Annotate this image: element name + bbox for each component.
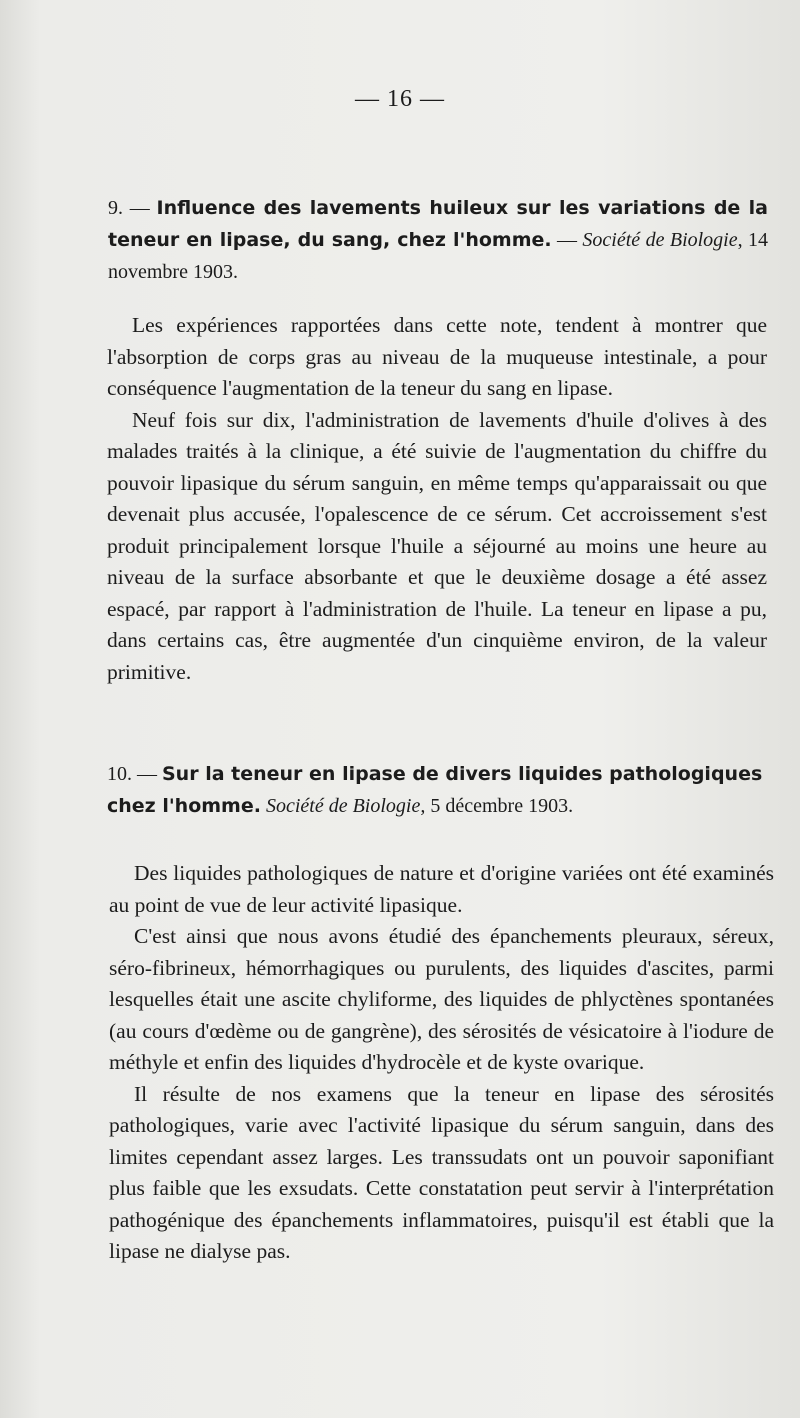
entry-9-venue: Société de Biologie (582, 229, 738, 251)
entry-10-body (109, 858, 774, 1268)
entry-9-number: 9. — (108, 197, 150, 219)
entry-10-paragraph-2: C'est ainsi que nous avons étudié des épanchements pleuraux, séreux, séro-fibrineux, hémorrhagiques ou purulents, des liquides d'ascites, parmi lesquelles était une ascite chyliforme, des liquides de phlyctènes spontanées (au cours d'œdème ou de gangrène), des sérosités de vésicatoire à l'iodure de méthyle et enfin des liquides d'hydrocèle et de kyste ovarique. (109, 924, 774, 1074)
entry-10-number: 10. — (107, 763, 157, 785)
entry-9-paragraph-2: Neuf fois sur dix, l'administration de lavements d'huile d'olives à des malades traités à la clinique, a été suivie de l'augmentation du chiffre du pouvoir lipasique du sérum sanguin, en même temps qu'apparaissait ou que devenait plus accusée, l'opalescence de ce sérum. Cet accroissement s'est produit principalement lorsque l'huile a séjourné au moins une heure au niveau de la surface absorbante et que le deuxième dosage a été assez espacé, par rapport à l'administration de l'huile. La teneur en lipase a pu, dans certains cas, être augmentée d'un cinquième environ, de la valeur primitive. (107, 407, 767, 684)
entry-9-date: , 14 novembre 1903. (108, 229, 769, 283)
entry-9-title: Influence des lavements huileux sur les variations de la teneur en lipase, du sang, chez l'homme. (108, 197, 769, 251)
page-number: — 16 — (355, 86, 445, 112)
entry-10-venue: Société de Biologie, (265, 795, 426, 817)
entry-9-paragraph-1: Les expériences rapportées dans cette note, tendent à montrer que l'absorption de corps gras au niveau de la muqueuse intestinale, a pour conséquence l'augmentation de la teneur du sang en lipase. (107, 313, 767, 400)
entry-10-heading (107, 758, 782, 822)
entry-9-heading (108, 192, 768, 288)
entry-10-paragraph-3: Il résulte de nos examens que la teneur en lipase des sérosités pathologiques, varie avec l'activité lipasique du sérum sanguin, dans des limites cependant assez larges. Les transsudats ont un pouvoir saponifiant plus faible que les exsudats. Cette constatation peut servir à l'interprétation pathogénique des épanchements inflammatoires, puisqu'il est établi que la lipase ne dialyse pas. (109, 1081, 774, 1263)
entry-10-title: Sur la teneur en lipase de divers liquides pathologiques chez l'homme. (107, 763, 763, 817)
entry-9-body (107, 310, 767, 688)
entry-10-date: 5 décembre 1903. (425, 795, 574, 817)
entry-10-paragraph-1: Des liquides pathologiques de nature et d'origine variées ont été examinés au point de vue de leur activité lipasique. (109, 861, 774, 917)
entry-9-dash: — (551, 229, 583, 251)
